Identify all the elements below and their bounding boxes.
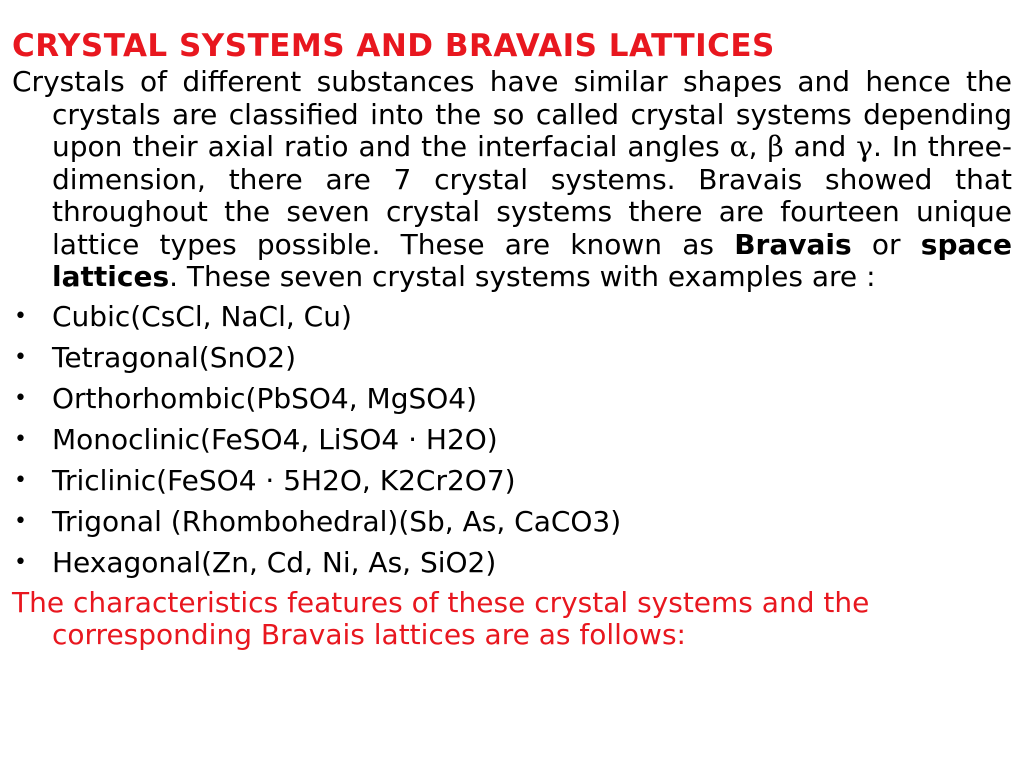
bullet-icon: • xyxy=(14,549,27,575)
intro-text-1: Crystals of different substances have similar shapes and hence the crystals are classified into the so called crystal systems depending upon their axial ratio and the interfacial angles xyxy=(12,65,1012,163)
list-item-text: Tetragonal(SnO2) xyxy=(52,340,297,374)
list-item-text: Trigonal (Rhombohedral)(Sb, As, CaCO3) xyxy=(52,504,622,538)
list-item-text: Hexagonal(Zn, Cd, Ni, As, SiO2) xyxy=(52,545,497,579)
intro-text-3: . These seven crystal systems with examples are : xyxy=(169,260,876,293)
beta-symbol: β xyxy=(767,130,784,163)
intro-and: and xyxy=(783,130,857,163)
intro-or: or xyxy=(851,227,921,261)
list-item xyxy=(12,378,1012,419)
bullet-icon: • xyxy=(14,508,27,534)
alpha-symbol: α xyxy=(729,130,749,163)
bullet-icon: • xyxy=(14,426,27,452)
bullet-icon: • xyxy=(14,344,27,370)
list-item xyxy=(12,460,1012,501)
list-item-text: Orthorhombic(PbSO4, MgSO4) xyxy=(52,381,478,415)
page-title: CRYSTAL SYSTEMS AND BRAVAIS LATTICES xyxy=(12,28,775,64)
bullet-icon: • xyxy=(14,385,27,411)
closing-paragraph: The characteristics features of these crystal systems and the corresponding Bravais lattices are as follows: xyxy=(12,585,870,651)
crystal-systems-list xyxy=(12,296,1012,583)
intro-paragraph xyxy=(12,65,1012,294)
list-item xyxy=(12,296,1012,337)
space-lattices-term: space lattices xyxy=(52,227,1012,293)
list-item xyxy=(12,419,1012,460)
list-item-text: Triclinic(FeSO4 · 5H2O, K2Cr2O7) xyxy=(52,463,516,497)
bravais-term: Bravais xyxy=(734,227,852,261)
intro-comma: , xyxy=(748,130,768,163)
list-item xyxy=(12,337,1012,378)
list-item-text: Monoclinic(FeSO4, LiSO4 · H2O) xyxy=(52,422,498,456)
list-item-text: Cubic(CsCl, NaCl, Cu) xyxy=(52,299,352,333)
list-item xyxy=(12,501,1012,542)
bullet-icon: • xyxy=(14,467,27,493)
list-item xyxy=(12,542,1012,583)
gamma-symbol: γ xyxy=(856,130,873,163)
intro-text-2: . In three-dimension, there are 7 crystal systems. Bravais showed that throughout the seven crystal systems there are fourteen unique lattice types possible. These are known as xyxy=(52,130,1012,261)
bullet-icon: • xyxy=(14,303,27,329)
